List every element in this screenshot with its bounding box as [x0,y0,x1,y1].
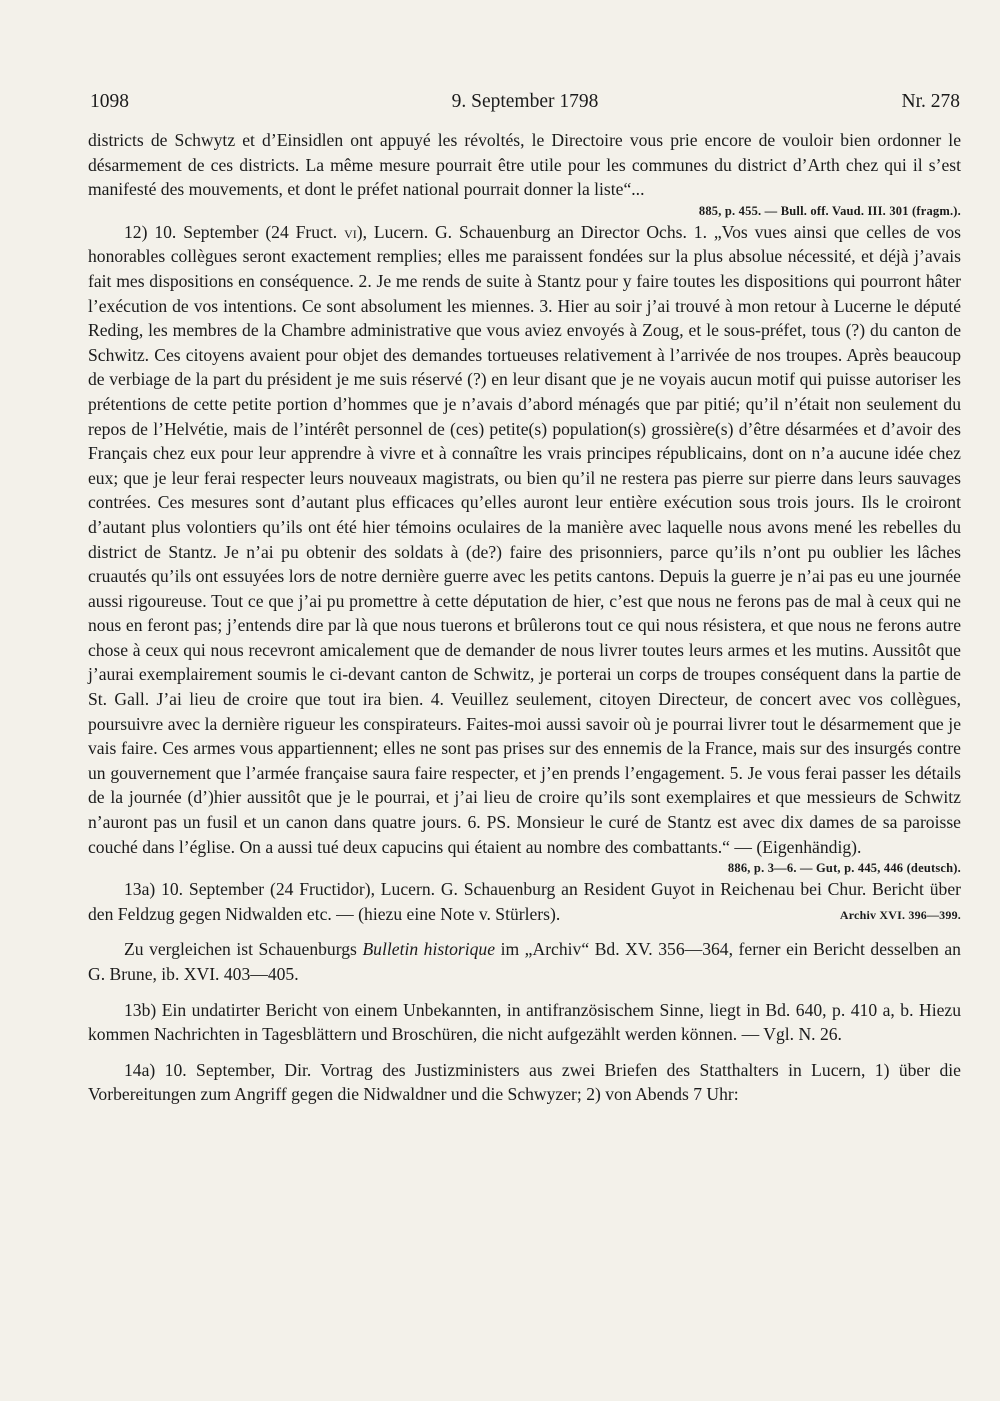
citation-1: 885, p. 455. — Bull. off. Vaud. III. 301 (fragm.). [698,203,961,218]
page-header [90,91,960,121]
paragraph-4-lead: Zu vergleichen ist Schauenburgs [124,939,363,960]
paragraph-4 [88,937,961,986]
paragraph-6: 14a) 10. September, Dir. Vortrag des Justizministers aus zwei Briefen des Statthalters in Lucern, 1) über die Vorbereitungen zum Angriff gegen die Nidwaldner und die Schwyzer; 2) von Abends 7 Uhr: [88,1059,961,1105]
spacer [88,1047,961,1058]
header-date: 9. September 1798 [451,91,599,112]
paragraph-2 [88,220,961,859]
paragraph-3 [88,877,961,926]
citation-2: 886, p. 3—6. — Gut, p. 445, 446 (deutsch). [727,861,961,876]
paragraph-3-text: 13a) 10. September (24 Fructidor), Lucern. G. Schauenburg an Resident Guyot in Reichenau bei Chur. Bericht über den Feldzug gegen Nidwalden etc. — (hiezu eine Note v. Stürlers). [88,879,961,924]
paragraph-2-text: ), Lucern. G. Schauenburg an Director Ochs. 1. „Vos vues ainsi que celles de vos honorables collègues seront exactement remplies; elles me paraissent fondées sur la plus absolue nécessité, et déjà j’avais fait mes dispositions en conséquence. 2. Je me rends de suite à Stantz pour y faire toutes les dispositions qui pourront hâter l’exécution de vos intentions. Ce sont absolument les miennes. 3. Hier au soir j’ai trouvé à mon retour à Lucerne le député Reding, les membres de la Chambre administrative que vous aviez envoyés à Zoug, et le sous-préfet, tous (?) du canton de Schwitz. Ces citoyens avaient pour objet des demandes tortueuses relativement à l’arrivée de nos troupes. Après beaucoup de verbiage de la part du président je me suis réservé (?) en leur disant que je ne voyais aucun motif qui puisse autoriser les prétentions de cette petite portion d’hommes que je n’avais d’abord ménagés que par pitié; qu’il n’était non seulement du repos de l’Helvétie, mais de l’intérêt personnel de (ces) petite(s) population(s) grossière(s) d’être désarmées et d’avoir des Français chez eux pour leur apprendre à vivre et à connaître les vrais principes républicains, dont on n’a aucune idée chez eux; que je leur ferai respecter leurs nouveaux magistrats, ou bien qu’il ne restera pas pierre sur pierre dans leurs sauvages contrées. Ces mesures sont d’autant plus efficaces qu’elles auront leur entière exécution sous trois jours. Ils le croiront d’autant plus volontiers qu’ils ont été hier témoins oculaires de la manière avec laquelle nous avons mené les rebelles du district de Stantz. Je n’ai pu obtenir des soldats à (de?) faire des prisonniers, parce qu’ils n’ont pu oublier les lâches cruautés qu’ils ont essuyées lors de notre dernière guerre avec les petits cantons. Depuis la guerre je n’ai pas eu une journée aussi rigoureuse. Tout ce que j’ai pu promettre à cette députation de hier, c’est que nous ne ferons pas de mal à ceux qui ne nous en feront pas; j’entends dire par là que nous tuerons et brûlerons tout ce qui nous résistera, et que nous ne ferons autre chose à ceux qui nous recevront amicalement que de demander de nous livrer toutes leurs armes et les mutins. Aussitôt que j’aurai exemplairement soumis le ci-devant canton de Schwitz, je porterai un corps de troupes conséquent dans la partie de St. Gall. J’ai lieu de croire que tout ira bien. 4. Veuillez seulement, citoyen Directeur, de concert avec vos collègues, poursuivre avec la dernière rigueur les conspirateurs. Faites-moi aussi savoir où je pourrai livrer tout le désarmement que je vais faire. Ces armes vous appartiennent; elles ne sont pas prises sur des ennemis de la France, mais sur des insurgés contre un gouvernement que l’armée française saura faire respecter, et j’en prends l’engagement. 5. Je vous ferai passer les détails de la journée (d’)hier aussitôt que je le pourrai, et j’ai lieu de croire qu’ils sont exemplaires et que messieurs de Schwitz n’auront pas un fusil et un canon dans quatre jours. 6. PS. Monsieur le curé de Stantz est avec dix dames de sa paroisse couché dans l’église. On a aussi tué deux capucins qui étaient au nombre des combattants.“ — (Eigenhändig). [88,221,962,857]
document-number: Nr. 278 [901,91,960,112]
paragraph-2-month: vi [344,221,357,242]
paragraph-4-title: Bulletin historique [362,939,496,960]
spacer [88,987,961,998]
page-body [88,128,961,1107]
page-number: 1098 [90,91,129,112]
paragraph-4-text: im „Archiv“ Bd. XV. 356—364, ferner ein Bericht desselben an G. Brune, ib. XVI. 403—405. [88,939,961,984]
spacer [88,926,961,937]
paragraph-5: 13b) Ein undatirter Bericht von einem Unbekannten, in antifranzösischem Sinne, liegt in Bd. 640, p. 410 a, b. Hiezu kommen Nachrichten in Tagesblättern und Broschüren, die nicht aufgezählt werden können. — Vgl. N. 26. [88,999,961,1045]
paragraph-1: districts de Schwytz et d’Einsidlen ont appuyé les révoltés, le Directoire vous prie encore de vouloir bien ordonner le désarmement de ces districts. La même mesure pourrait être utile pour les communes du district d’Arth chez qui il s’est manifesté des mouvements, et dont le préfet national pourrait donner la liste“... [88,130,961,200]
citation-3: Archiv XVI. 396—399. [839,907,961,922]
paragraph-2-lead: 12) 10. September (24 Fruct. [124,221,345,242]
